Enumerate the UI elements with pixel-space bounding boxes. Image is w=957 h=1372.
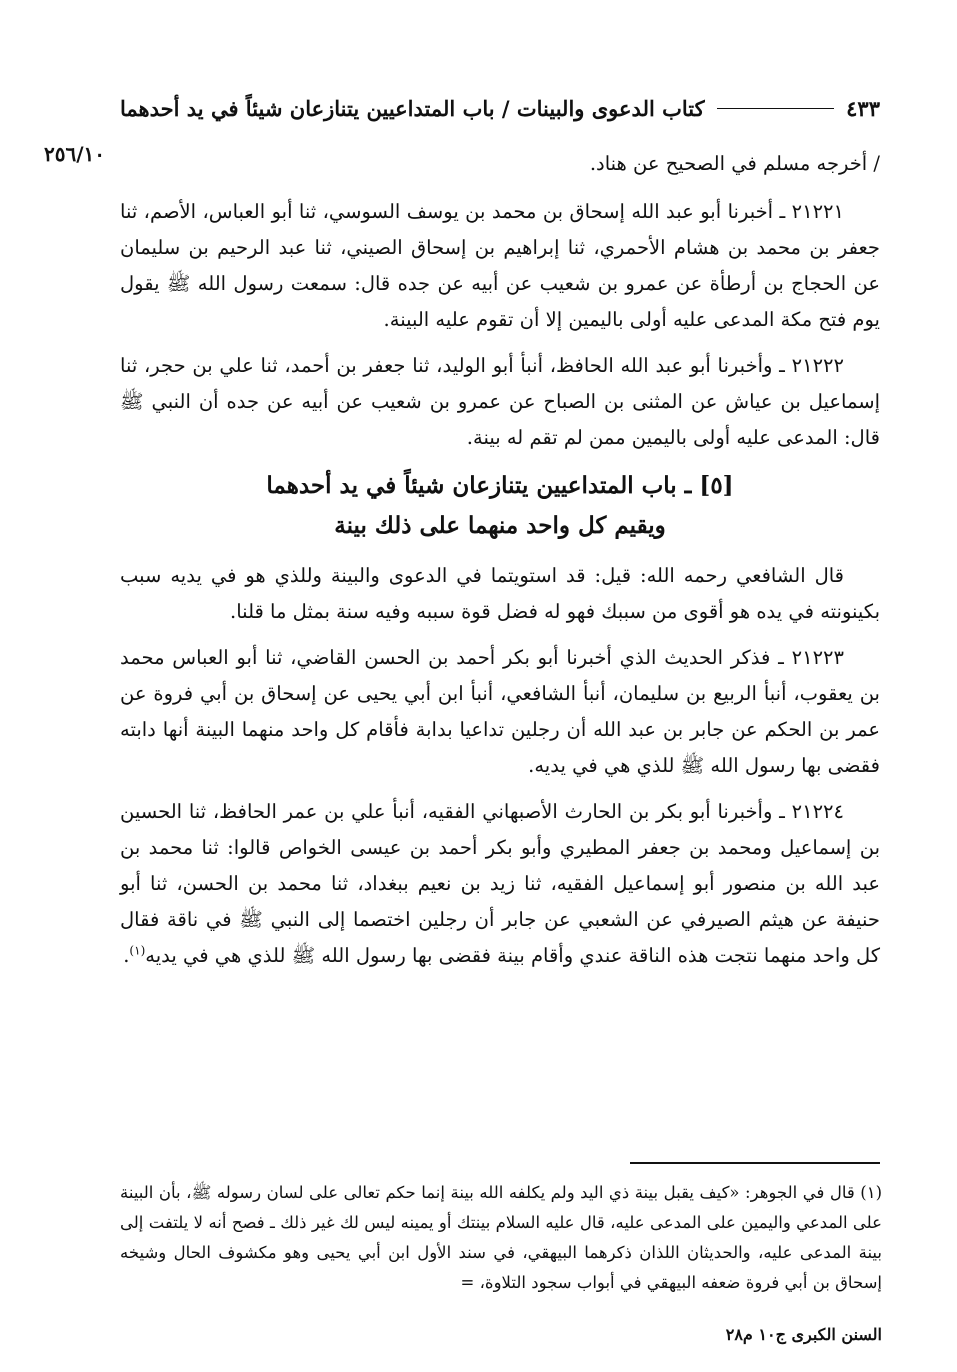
hadith-21223: ٢١٢٢٣ ـ فذكر الحديث الذي أخبرنا أبو بكر أحمد بن الحسن القاضي، ثنا أبو العباس محمد بن يعقوب، أنبأ الربيع بن سليمان، أنبأ الشافعي، أنبأ ابن أبي يحيى عن إسحاق بن أبي فروة عن عمر بن الحكم عن جابر بن عبد الله أن رجلين تداعيا بدابة فأقام كل واحد منهما البينة أنها دابته فقضى بها رسول الله ﷺ للذي هي في يديه. (120, 646, 880, 777)
hadith-21221: ٢١٢٢١ ـ أخبرنا أبو عبد الله إسحاق بن محمد بن يوسف السوسي، ثنا أبو العباس، الأصم، ثنا جعفر بن محمد بن هشام الأحمري، ثنا إبراهيم بن إسحاق الصيني، ثنا عبد الرحيم بن سليمان عن الحجاج بن أرطأة عن عمرو بن شعيب عن أبيه عن جده قال: سمعت رسول الله ﷺ يقول يوم فتح مكة المدعى عليه أولى باليمين إلا أن تقوم عليه البينة. (120, 200, 880, 331)
running-header (120, 88, 880, 128)
footnotes (120, 1178, 882, 1298)
footnote-marker: (١) (129, 943, 146, 958)
hadith-21224-text: ٢١٢٢٤ ـ وأخبرنا أبو بكر بن الحارث الأصبهاني الفقيه، أنبأ علي بن عمر الحافظ، ثنا الحسين بن إسماعيل ومحمد بن جعفر المطيري وأبو بكر أحمد بن عيسى الخواص قالوا: ثنا محمد بن عبد الله بن منصور أبو إسماعيل الفقيه، ثنا زيد بن نعيم ببغداد، ثنا محمد بن الحسن، ثنا أبو حنيفة عن هيثم الصيرفي عن الشعبي عن جابر أن رجلين اختصما إلى النبي ﷺ في ناقة فقال كل واحد منهما نتجت هذه الناقة عندي وأقام بينة فقضى بها رسول الله ﷺ للذي هي في يديه (120, 800, 880, 967)
chapter-title-line-1: [٥] ـ باب المتداعيين يتنازعان شيئاً في يد أحدهما (266, 472, 734, 499)
page-number: ٤٣٣ (846, 95, 880, 121)
header-rule (717, 108, 835, 109)
chapter-title-line-2: ويقيم كل واحد منهما على ذلك بينة (334, 512, 666, 539)
book-signature: السنن الكبرى ج١٠ م٢٨ (725, 1325, 882, 1344)
footnote-separator (630, 1162, 880, 1164)
margin-reference: ٢٥٦/١٠ (44, 142, 106, 166)
intro-line: / أخرجه مسلم في الصحيح عن هناد. (589, 152, 880, 175)
chapter-heading (120, 466, 880, 546)
hadith-21224-end: . (123, 944, 130, 967)
header-title: كتاب الدعوى والبينات / باب المتداعيين يتنازعان شيئاً في يد أحدهما (120, 95, 705, 121)
hadith-21224 (120, 794, 880, 974)
shafii-paragraph: قال الشافعي رحمه الله: قيل: قد استويتما في الدعوى والبينة وللذي هو في يديه سبب بكينونته في يده هو أقوى من سببك فهو له فضل قوة سببه وفيه سنة بمثل ما قلنا. (120, 564, 880, 623)
footnote-1: (١) قال في الجوهر: «كيف يقبل بينة ذي اليد ولم يكلفه الله بينة إنما حكم تعالى على لسان رسوله ﷺ، بأن البينة على المدعي واليمين على المدعى عليه، قال عليه السلام بينتك أو يمينه ليس لك غير ذلك ـ فصح أنه لا يلتفت إلى بينة المدعى عليه، والحديثان اللذان ذكرهما البيهقي، في سند الأول ابن أبي يحيى وهو مكشوف الحال وشيخه إسحاق بن أبي فروة ضعفه البيهقي في أبواب سجود التلاوة، = (120, 1183, 882, 1292)
hadith-21222: ٢١٢٢٢ ـ وأخبرنا أبو عبد الله الحافظ، أنبأ أبو الوليد، ثنا جعفر بن أحمد، ثنا علي بن حجر، ثنا إسماعيل بن عياش عن المثنى بن الصباح عن عمرو بن شعيب عن أبيه عن جده أن النبي ﷺ قال: المدعى عليه أولى باليمين ممن لم تقم له بينة. (120, 354, 880, 449)
page-body (120, 146, 880, 984)
